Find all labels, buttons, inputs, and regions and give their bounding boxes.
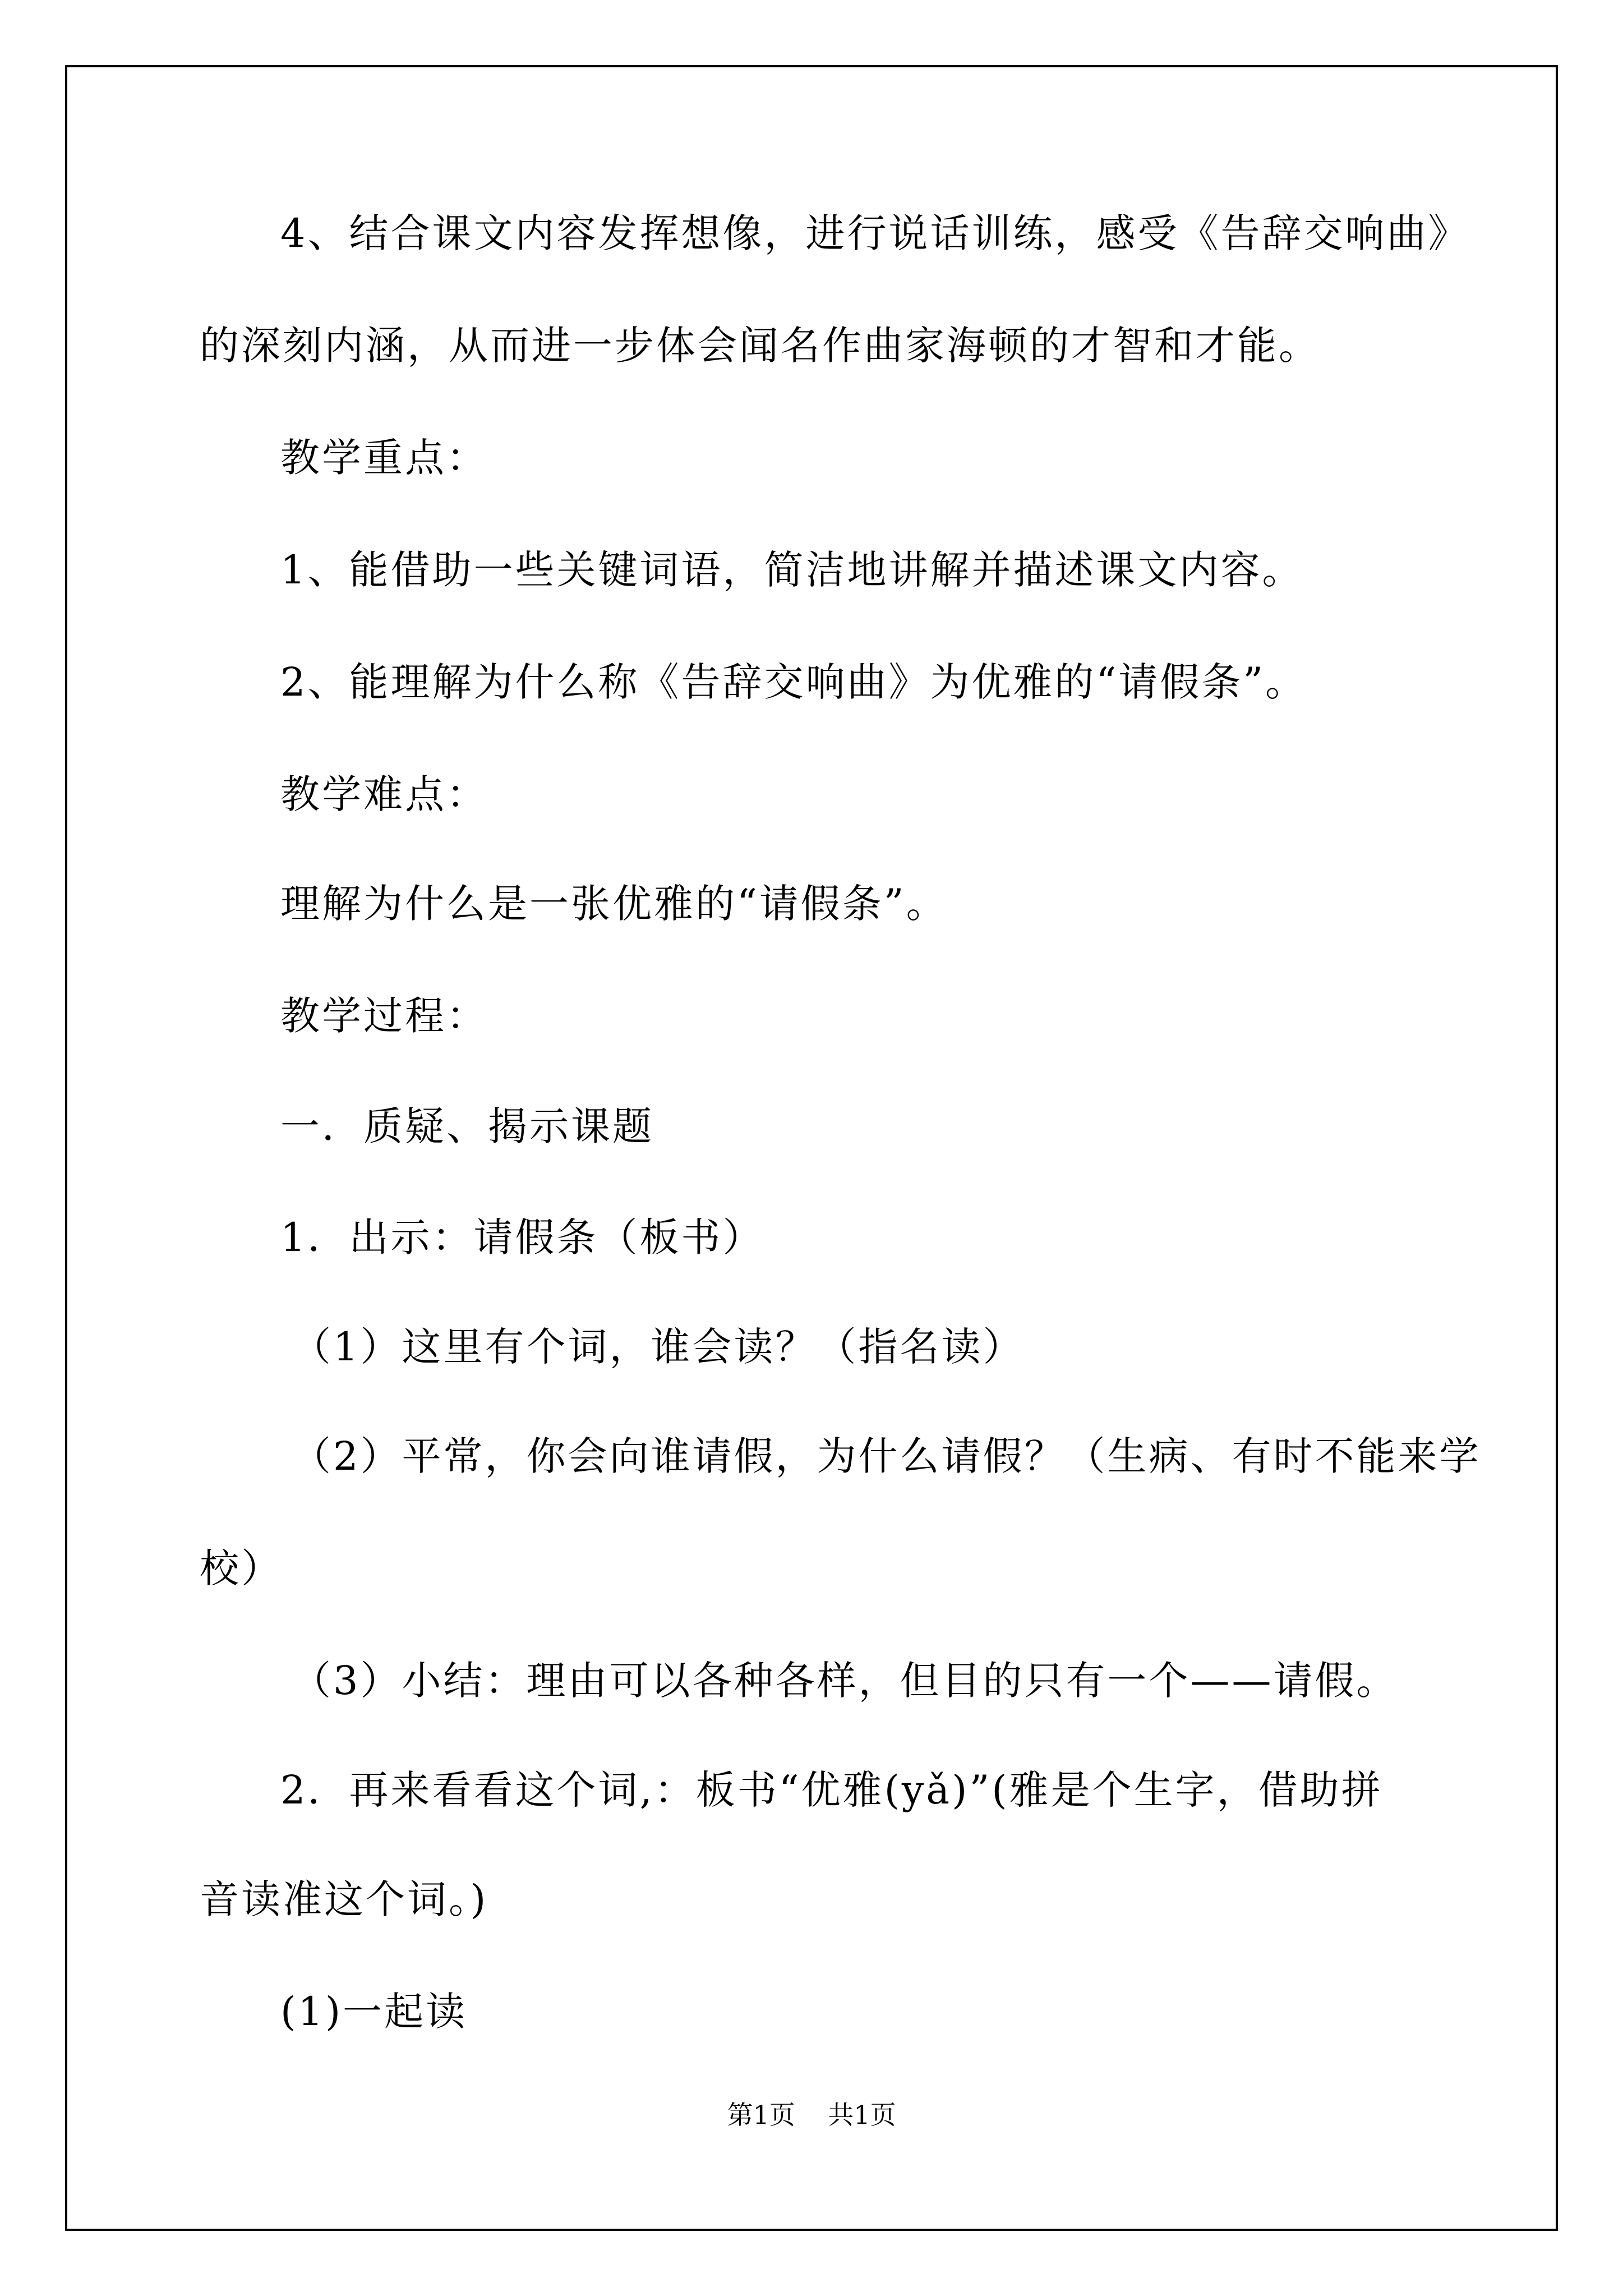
- text-line-difficulty: 理解为什么是一张优雅的“请假条”。: [280, 881, 948, 927]
- page-footer: [0, 2098, 1623, 2132]
- text-line-step-1-2: （2）平常，你会向谁请假，为什么请假？（生病、有时不能来学: [292, 1433, 1481, 1479]
- text-line-focus-2: 2、能理解为什么称《告辞交响曲》为优雅的“请假条”。: [280, 659, 1307, 705]
- text-line-step-1: 1．出示：请假条（板书）: [280, 1214, 764, 1260]
- text-line-goal-4: 4、结合课文内容发挥想像，进行说话训练，感受《告辞交响曲》: [280, 210, 1470, 256]
- text-line-step-2-1: (1)一起读: [280, 1989, 468, 2035]
- text-line-step-1-1: （1）这里有个词，谁会读？（指名读）: [292, 1324, 1025, 1370]
- page-total: 共1页: [828, 2100, 896, 2130]
- heading-teaching-focus: 教学重点：: [280, 435, 488, 481]
- text-line-focus-1: 1、能借助一些关键词语，简洁地讲解并描述课文内容。: [280, 547, 1304, 593]
- heading-teaching-difficulty: 教学难点：: [280, 771, 488, 817]
- text-line-step-1-3: （3）小结：理由可以各种各样，但目的只有一个——请假。: [292, 1658, 1398, 1704]
- heading-teaching-process: 教学过程：: [280, 993, 488, 1039]
- page-number: 第1页: [727, 2100, 795, 2130]
- text-line-section-1: 一．质疑、揭示课题: [280, 1103, 654, 1149]
- text-line-step-2: 2．再来看看这个词,：板书“优雅(yǎ)”(雅是个生字，借助拼: [280, 1767, 1383, 1813]
- text-line-goal-4-cont: 的深刻内涵，从而进一步体会闻名作曲家海顿的才智和才能。: [200, 323, 1320, 369]
- text-line-step-1-2-cont: 校）: [200, 1545, 283, 1591]
- text-line-step-2-cont: 音读准这个词。): [200, 1876, 488, 1922]
